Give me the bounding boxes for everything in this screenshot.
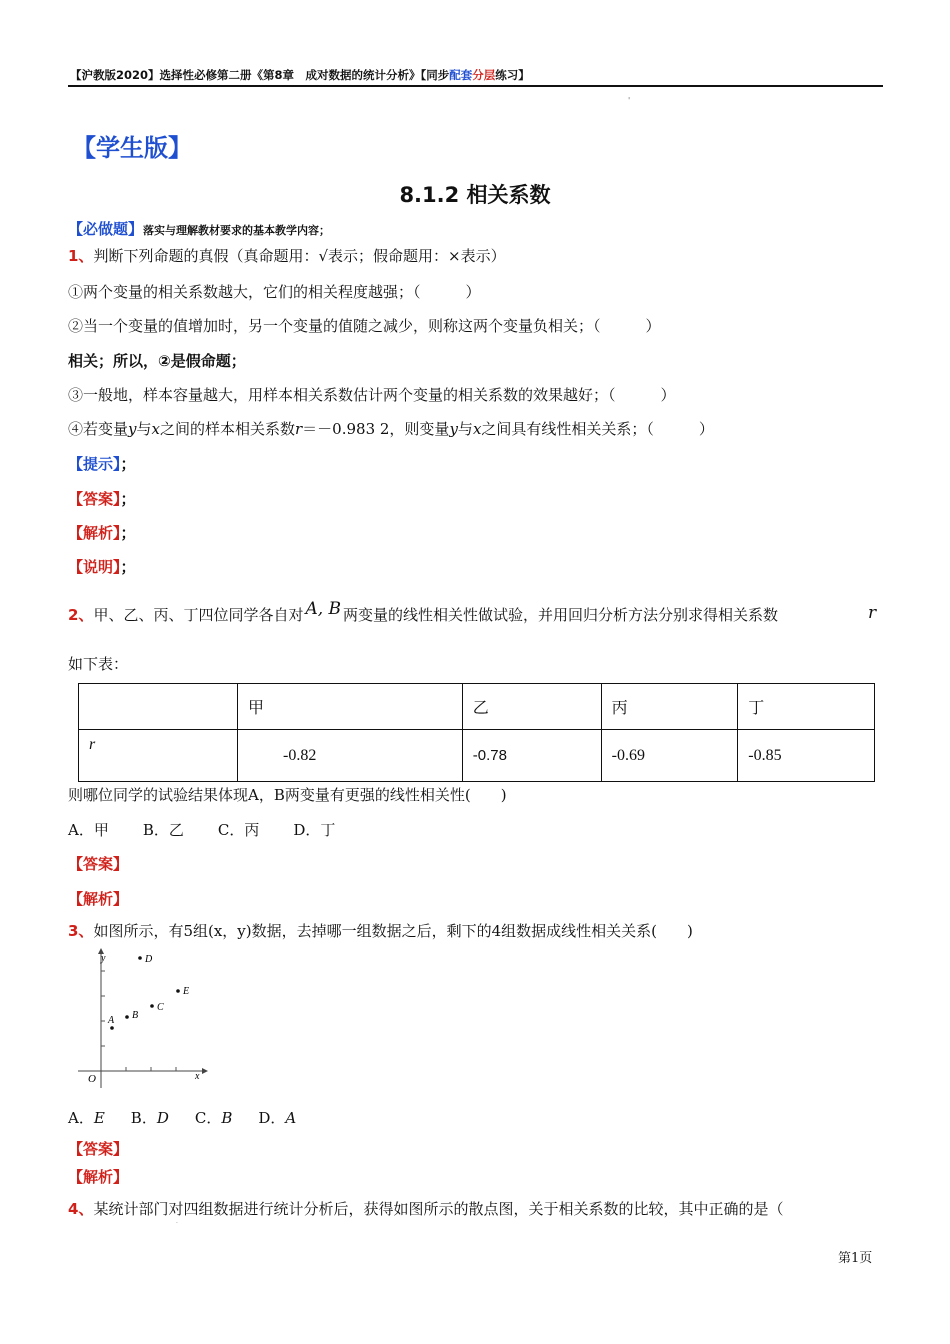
q2-analysis-label: 【解析】 bbox=[68, 890, 129, 908]
point-C bbox=[150, 1004, 154, 1008]
origin-label: O bbox=[88, 1073, 96, 1085]
table-cell-bing: -0.69 bbox=[601, 730, 738, 782]
q3-options bbox=[68, 1107, 296, 1128]
q2-stem bbox=[68, 599, 779, 625]
page-title: 8.1.2 相关系数 bbox=[399, 183, 551, 207]
q2-option-c: C．丙 bbox=[217, 821, 260, 839]
table-header-bing: 丙 bbox=[601, 684, 738, 730]
point-A bbox=[110, 1026, 114, 1030]
q1-item2: ②当一个变量的值增加时，另一个变量的值随之减少，则称这两个变量负相关；（ ） bbox=[68, 317, 661, 335]
q1-explain-label: 【说明】 bbox=[68, 558, 121, 576]
q3-answer-label: 【答案】 bbox=[68, 1140, 129, 1158]
q1-item4 bbox=[68, 418, 714, 439]
q4-stem-text: 某统计部门对四组数据进行统计分析后，获得如图所示的散点图，关于相关系数的比较，其中正确的是（ bbox=[93, 1200, 784, 1218]
q3-number: 3、 bbox=[68, 922, 94, 940]
q4-number: 4、 bbox=[68, 1200, 94, 1218]
x-axis-label: x bbox=[195, 1071, 200, 1082]
point-B-label: B bbox=[132, 1010, 139, 1021]
q3-option-c-val: B bbox=[221, 1109, 233, 1127]
q1-item3: ③一般地，样本容量越大，用样本相关系数估计两个变量的相关系数的效果越好；（ ） bbox=[68, 386, 676, 404]
point-D-label: D bbox=[145, 954, 153, 965]
q1-item4-r: r bbox=[295, 420, 303, 438]
page-number: 第1页 bbox=[838, 1251, 873, 1266]
q1-analysis bbox=[68, 522, 136, 543]
q3-scatter-figure bbox=[74, 948, 214, 1094]
header-highlight-red: 分层 bbox=[472, 68, 496, 82]
header-text-end: 练习】 bbox=[495, 68, 530, 82]
header-text: 【沪教版2020】选择性必修第二册《第8章 成对数据的统计分析》【同步 bbox=[70, 68, 450, 82]
stray-dot: · bbox=[176, 1220, 178, 1227]
doc-header bbox=[70, 67, 530, 83]
q1-explain bbox=[68, 556, 136, 577]
q3-option-a-val: E bbox=[93, 1109, 105, 1127]
correlation-table bbox=[78, 683, 875, 782]
point-E-label: E bbox=[183, 986, 190, 997]
table-cell-jia: -0.82 bbox=[238, 730, 463, 782]
q3-option-a-key: A． bbox=[68, 1109, 94, 1127]
q2-question: 则哪位同学的试验结果体现A，B两变量有更强的线性相关性( ) bbox=[68, 786, 507, 804]
q3-option-d-key: D． bbox=[258, 1109, 286, 1127]
table-cell-yi: -0.78 bbox=[462, 730, 601, 782]
q1-item4-a: ④若变量 bbox=[68, 420, 129, 438]
q2-stem-c: 如下表： bbox=[68, 655, 129, 673]
q2-number: 2、 bbox=[68, 606, 94, 624]
q4-stem bbox=[68, 1198, 783, 1219]
q2-option-b: B．乙 bbox=[142, 821, 184, 839]
q1-item4-y2: y bbox=[449, 420, 458, 438]
q1-answer-label: 【答案】 bbox=[68, 490, 121, 508]
q1-item4-d: ＝－0.983 2，则变量 bbox=[302, 420, 450, 438]
q1-item4-f: 之间具有线性相关关系；（ ） bbox=[481, 420, 714, 438]
q1-hint bbox=[68, 453, 136, 474]
stray-mark: ' bbox=[628, 96, 631, 105]
q1-note: 相关；所以，②是假命题； bbox=[68, 352, 246, 370]
q1-answer-semi: ； bbox=[120, 490, 136, 508]
q1-explain-semi: ； bbox=[120, 558, 136, 576]
q2-stem-b: 两变量的线性相关性做试验，并用回归分析方法分别求得相关系数 bbox=[343, 606, 779, 624]
q1-item4-x2: x bbox=[472, 420, 482, 438]
q2-answer-label: 【答案】 bbox=[68, 855, 129, 873]
q3-option-b-val: D bbox=[156, 1109, 169, 1127]
point-D bbox=[138, 956, 142, 960]
table-row bbox=[79, 730, 875, 782]
q1-item4-y: y bbox=[128, 420, 137, 438]
q1-stem-text: 判断下列命题的真假（真命题用：√表示；假命题用：×表示） bbox=[93, 247, 506, 265]
q2-r-symbol: r bbox=[868, 603, 877, 623]
q1-item4-x: x bbox=[151, 420, 160, 438]
q2-option-a: A．甲 bbox=[68, 821, 109, 839]
q1-hint-semi: ； bbox=[120, 455, 136, 473]
must-do-text: 落实与理解教材要求的基本教学内容； bbox=[143, 224, 331, 237]
q2-option-d: D．丁 bbox=[293, 821, 336, 839]
q2-options bbox=[68, 819, 335, 840]
point-E bbox=[176, 989, 180, 993]
table-header-yi: 乙 bbox=[462, 684, 601, 730]
point-A-label: A bbox=[108, 1015, 115, 1026]
header-rule bbox=[68, 85, 883, 87]
table-header-jia: 甲 bbox=[238, 684, 463, 730]
table-header-ding: 丁 bbox=[738, 684, 875, 730]
edition-label: 【学生版】 bbox=[72, 134, 192, 162]
table-header-row bbox=[79, 684, 875, 730]
q1-hint-label: 【提示】 bbox=[68, 455, 121, 473]
header-highlight-blue: 配套 bbox=[449, 68, 473, 82]
q1-answer bbox=[68, 488, 136, 509]
must-do-line bbox=[68, 218, 330, 239]
point-B bbox=[125, 1015, 129, 1019]
q2-stem-a: 甲、乙、丙、丁四位同学各自对 bbox=[93, 606, 304, 624]
q3-option-c-key: C． bbox=[194, 1109, 222, 1127]
q1-number: 1、 bbox=[68, 247, 94, 265]
q1-analysis-label: 【解析】 bbox=[68, 524, 121, 542]
x-axis-arrow bbox=[202, 1068, 208, 1074]
q3-option-b-key: B． bbox=[130, 1109, 157, 1127]
must-do-label: 【必做题】 bbox=[68, 220, 144, 238]
y-axis-label: y bbox=[101, 953, 106, 964]
q3-stem-text: 如图所示，有5组(x，y)数据，去掉哪一组数据之后，剩下的4组数据成线性相关关系( ) bbox=[93, 922, 693, 940]
table-corner bbox=[79, 684, 238, 730]
q1-item4-e: 与 bbox=[457, 420, 473, 438]
q3-stem bbox=[68, 920, 693, 941]
q1-item4-b: 与 bbox=[136, 420, 152, 438]
q2-vars: A, B bbox=[305, 599, 342, 619]
q1-item1: ①两个变量的相关系数越大，它们的相关程度越强；（ ） bbox=[68, 283, 481, 301]
table-cell-ding: -0.85 bbox=[738, 730, 875, 782]
point-C-label: C bbox=[157, 1002, 164, 1013]
q3-option-d-val: A bbox=[285, 1109, 297, 1127]
table-row-label: r bbox=[79, 730, 238, 782]
q1-stem bbox=[68, 245, 506, 266]
q1-analysis-semi: ； bbox=[120, 524, 136, 542]
q1-item4-c: 之间的样本相关系数 bbox=[159, 420, 295, 438]
q3-analysis-label: 【解析】 bbox=[68, 1168, 129, 1186]
